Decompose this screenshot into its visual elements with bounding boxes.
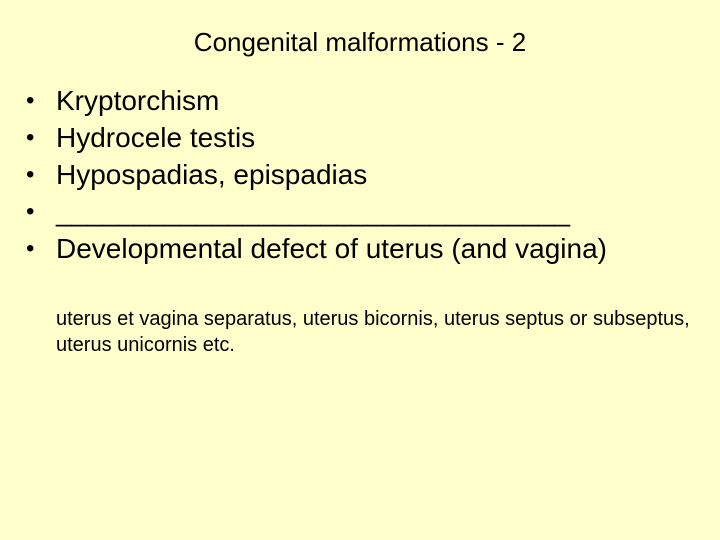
bullet-text: Hypospadias, epispadias xyxy=(56,159,368,190)
slide-title: Congenital malformations - 2 xyxy=(193,27,527,57)
bullet-text: Hydrocele testis xyxy=(56,122,256,153)
uterus-defect-details: uterus et vagina separatus, uterus bicornis, uterus septus or subseptus, uterus unicornis etc. xyxy=(56,308,690,356)
blank-underline: _________________________________ xyxy=(56,196,570,227)
bullet-text: Developmental defect of uterus (and vagina) xyxy=(56,233,607,264)
bullet-symbol: • xyxy=(26,161,35,188)
bullet-item-kryptorchism xyxy=(26,82,706,119)
bullet-item-hypospadias xyxy=(26,156,706,193)
bullet-symbol: • xyxy=(26,198,35,225)
bullet-item-hydrocele xyxy=(26,119,706,156)
bullet-symbol: • xyxy=(26,87,35,114)
bullet-symbol: • xyxy=(26,235,35,262)
bullet-item-uterus-defect xyxy=(26,230,706,267)
bullet-symbol: • xyxy=(26,124,35,151)
bullet-list xyxy=(26,82,706,267)
bullet-text: Kryptorchism xyxy=(56,85,220,116)
bullet-item-blank-line xyxy=(26,193,706,230)
